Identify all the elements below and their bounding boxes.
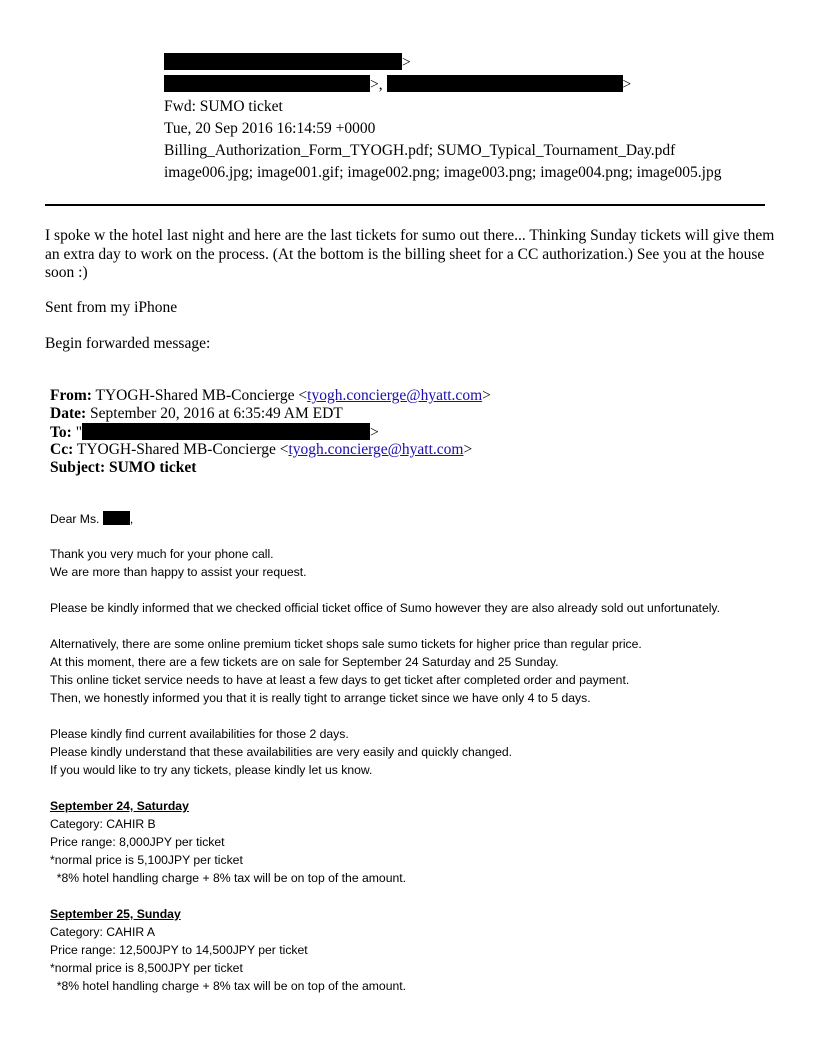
forward-intro: Begin forwarded message: <box>45 335 211 352</box>
to-value <box>164 74 631 96</box>
redaction-bar <box>82 423 370 440</box>
fwd-cc-email-link[interactable]: tyogh.concierge@hyatt.com <box>288 441 464 458</box>
message-line: If you would like to try any tickets, please kindly let us know. <box>50 763 373 777</box>
message-soldout-line: Please be kindly informed that we checked official ticket office of Sumo however they are also already sold out unfortunately. <box>50 601 721 615</box>
attachments-value: Billing_Authorization_Form_TYOGH.pdf; SUMO_Typical_Tournament_Day.pdf <box>164 142 676 159</box>
message-line: This online ticket service needs to have at least a few days to get ticket after completed order and payment. <box>50 673 630 687</box>
greeting-comma: , <box>129 512 134 526</box>
redaction-bar <box>164 75 370 92</box>
fwd-from-row <box>50 387 770 405</box>
to-gt-comma: >, <box>370 76 383 93</box>
greeting-text: Dear Ms. <box>50 512 100 526</box>
day1-title: September 24, Saturday <box>50 799 189 813</box>
header-divider <box>45 204 765 206</box>
from-gt: > <box>402 54 411 71</box>
greeting <box>50 510 790 528</box>
fwd-cc-name: TYOGH-Shared MB-Concierge < <box>76 441 289 458</box>
fwd-to-gt: > <box>370 424 379 441</box>
message-line: Please kindly understand that these availabilities are very easily and quickly changed. <box>50 745 513 759</box>
day2-block <box>50 905 790 995</box>
redaction-bar <box>164 53 402 70</box>
fwd-date-row <box>50 405 770 423</box>
from-value <box>164 52 411 74</box>
signature: Sent from my iPhone <box>45 299 178 316</box>
day1-price: Price range: 8,000JPY per ticket <box>50 835 225 849</box>
fwd-from-name: TYOGH-Shared MB-Concierge < <box>95 387 308 404</box>
date-value: Tue, 20 Sep 2016 16:14:59 +0000 <box>164 120 376 137</box>
message-block-1 <box>50 545 790 581</box>
fwd-date-value: September 20, 2016 at 6:35:49 AM EDT <box>90 405 343 422</box>
message-line: Then, we honestly informed you that it is really tight to arrange ticket since we have only 4 to 5 days. <box>50 691 591 705</box>
day1-normal-price: *normal price is 5,100JPY per ticket <box>50 853 243 867</box>
fwd-to-quote: " <box>75 424 83 441</box>
fwd-cc-gt: > <box>463 441 473 458</box>
fwd-from-gt: > <box>482 387 491 404</box>
fwd-subject-value: SUMO ticket <box>108 459 197 476</box>
day1-block <box>50 797 790 887</box>
day1-category: Category: CAHIR B <box>50 817 156 831</box>
day2-normal-price: *normal price is 8,500JPY per ticket <box>50 961 243 975</box>
fwd-cc-label: Cc: <box>50 441 74 458</box>
fwd-from-email-link[interactable]: tyogh.concierge@hyatt.com <box>307 387 483 404</box>
message-line: At this moment, there are a few tickets are on sale for September 24 Saturday and 25 Sunday. <box>50 655 559 669</box>
message-block-2 <box>50 635 790 707</box>
fwd-from-label: From: <box>50 387 92 404</box>
fwd-subject-label: Subject: <box>50 459 106 476</box>
fwd-subject-row <box>50 459 770 477</box>
message-line: We are more than happy to assist your request. <box>50 565 307 579</box>
fwd-date-label: Date: <box>50 405 87 422</box>
message-block-3 <box>50 725 790 779</box>
day2-charge-note: *8% hotel handling charge + 8% tax will be on top of the amount. <box>50 979 407 993</box>
day2-price: Price range: 12,500JPY to 14,500JPY per ticket <box>50 943 308 957</box>
subject-value: Fwd: SUMO ticket <box>164 98 283 115</box>
fwd-cc-row <box>50 441 770 459</box>
inline-images-value: image006.jpg; image001.gif; image002.png; image003.png; image004.png; image005.jpg <box>164 164 722 181</box>
to-gt: > <box>622 76 632 93</box>
body-paragraph: I spoke w the hotel last night and here are the last tickets for sumo out there... Thinking Sunday tickets will give them an extra day to work on the process. (At the bottom is the billing sheet for a CC authorization.) See you at the house soon :) <box>45 227 775 281</box>
message-line: Thank you very much for your phone call. <box>50 547 274 561</box>
message-line: Alternatively, there are some online premium ticket shops sale sumo tickets for higher price than regular price. <box>50 637 642 651</box>
message-line: Please kindly find current availabilities for those 2 days. <box>50 727 349 741</box>
fwd-to-label: To: <box>50 424 72 441</box>
day2-title: September 25, Sunday <box>50 907 181 921</box>
redaction-bar <box>103 511 130 525</box>
day2-category: Category: CAHIR A <box>50 925 155 939</box>
fwd-to-row <box>50 423 770 442</box>
redaction-bar <box>387 75 623 92</box>
day1-charge-note: *8% hotel handling charge + 8% tax will be on top of the amount. <box>50 871 407 885</box>
